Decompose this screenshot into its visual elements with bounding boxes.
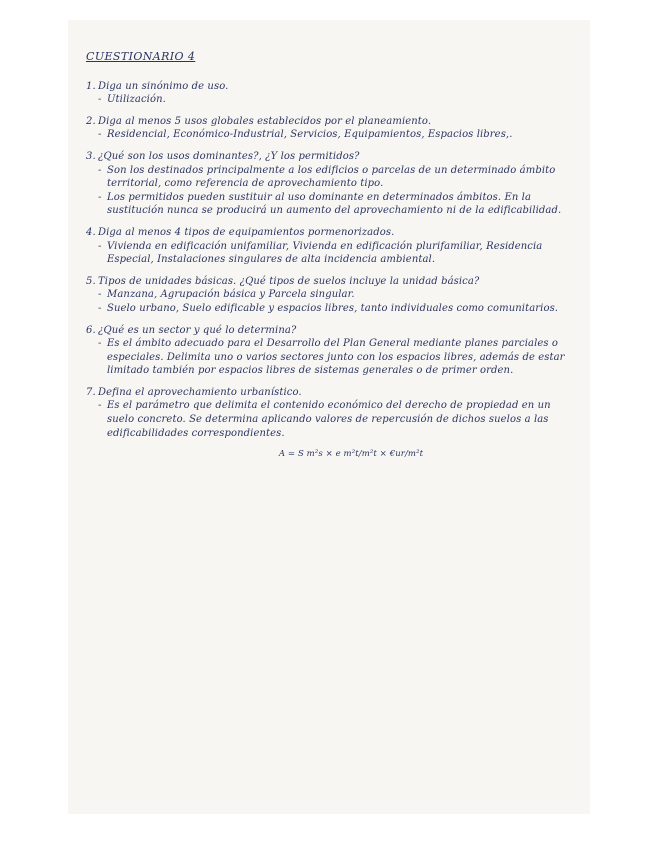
answer-bullet: - [98,129,102,141]
answer-item [98,288,576,302]
answer-bullet: - [98,338,102,350]
question-number: 6. [86,324,96,336]
answer-item [98,191,576,218]
answer-text: Es el ámbito adecuado para el Desarrollo del Plan General mediante planes parciales o especiales. Delimita uno o varios sectores junto con los espacios libres, además de estar limitado también por espacios libres de sistemas generales o de primer orden. [107,338,565,377]
question-3 [86,150,576,218]
question-6-line [86,324,576,338]
question-number: 4. [86,226,96,238]
question-1 [86,80,576,107]
answer-text: Utilización. [107,94,166,106]
question-4-line [86,226,576,240]
answer-bullet: - [98,240,102,252]
answer-text: Los permitidos pueden sustituir al uso dominante en determinados ámbitos. En la sustitución nunca se producirá un aumento del aprovechamiento ni de la edificabilidad. [107,191,562,217]
answer-bullet: - [98,289,102,301]
handwritten-questionnaire [86,50,576,470]
question-2 [86,115,576,142]
answer-text: Es el parámetro que delimita el contenido económico del derecho de propiedad en un suelo concreto. Se determina aplicando valores de repercusión de dichos suelos a las edificabilidades correspondientes. [107,400,551,439]
question-1-line [86,80,576,94]
answer-text: Son los destinados principalmente a los edificios o parcelas de un determinado ámbito territorial, como referencia de aprovechamiento tipo. [107,164,556,190]
question-number: 7. [86,386,96,398]
question-3-line [86,150,576,164]
answer-bullet: - [98,302,102,314]
question-6 [86,324,576,378]
answer-item [98,337,576,378]
document-title: CUESTIONARIO 4 [86,50,196,63]
question-7 [86,386,576,462]
question-5-line [86,275,576,289]
answer-bullet: - [98,400,102,412]
answer-text: Manzana, Agrupación básica y Parcela singular. [107,289,355,301]
question-text: Tipos de unidades básicas. ¿Qué tipos de suelos incluye la unidad básica? [98,275,480,287]
question-text: Diga al menos 4 tipos de equipamientos pormenorizados. [98,226,395,238]
answer-bullet: - [98,94,102,106]
question-text: ¿Qué es un sector y qué lo determina? [98,324,297,336]
question-text: Diga un sinónimo de uso. [98,80,229,92]
answer-item [98,93,576,107]
answer-text: Suelo urbano, Suelo edificable y espacios libres, tanto individuales como comunitarios. [107,302,559,314]
answer-item [98,302,576,316]
question-number: 3. [86,150,96,162]
formula: A = S m²s × e m²t/m²t × €ur/m²t [278,449,424,460]
answer-text: Vivienda en edificación unifamiliar, Vivienda en edificación plurifamiliar, Residencia Especial, Instalaciones singulares de alta incidencia ambiental. [107,240,543,266]
answer-bullet: - [98,164,102,176]
question-number: 1. [86,80,96,92]
question-text: Diga al menos 5 usos globales establecidos por el planeamiento. [98,115,432,127]
answer-bullet: - [98,191,102,203]
answer-item [98,240,576,267]
question-text: Defina el aprovechamiento urbanístico. [98,386,302,398]
question-number: 2. [86,115,96,127]
question-text: ¿Qué son los usos dominantes?, ¿Y los permitidos? [98,150,360,162]
question-7-line [86,386,576,400]
question-2-line [86,115,576,129]
question-number: 5. [86,275,96,287]
answer-item [98,164,576,191]
answer-item [98,128,576,142]
question-5 [86,275,576,316]
answer-text: Residencial, Económico-Industrial, Servicios, Equipamientos, Espacios libres,. [107,129,513,141]
question-4 [86,226,576,267]
answer-item [98,399,576,440]
